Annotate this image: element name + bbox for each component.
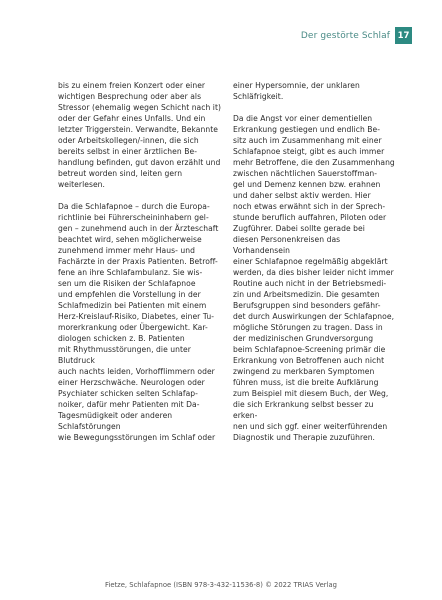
page-footer: Fietze, Schlafapnoe (ISBN 978-3-432-11536-8) © 2022 TRIAS Verlag <box>105 581 337 589</box>
right-column <box>233 80 397 454</box>
running-title: Der gestörte Schlaf <box>300 31 390 41</box>
left-column <box>58 80 222 454</box>
page-number-badge: 17 <box>395 27 412 44</box>
right-paragraph-1: einer Hypersomnie, der unklaren Schläfrigkeit. <box>233 81 360 101</box>
left-paragraph-1: bis zu einem freien Konzert oder einer wichtigen Besprechung oder aber als Stressor (ehemalig wegen Schicht nach it) oder der Gefahr eines Unfalls. Und ein letzter Triggerstein. Verwandte, Bekannte oder Arbeitskollegen/-innen, die sich bereits selbst in einer ärztlichen Be- handlung befinden, gut davon erzählt und betreut worden sind, leiten gern weiterlesen. <box>58 81 222 189</box>
left-paragraph-2: Da die Schlafapnoe – durch die Europa- richtlinie bei Führerscheininhabern gel- gen – zunehmend auch in der Ärzteschaft beachtet wird, sehen möglicherweise zunehmend immer mehr Haus- und Fachärzte in der Praxis Patienten. Betroff- fene an ihre Schlafambulanz. Sie wis- sen um die Risiken der Schlafapnoe und empfehlen die Vorstellung in der Schlafmedizin bei Patienten mit einem Herz-Kreislauf-Risiko, Diabetes, einer Tu- morerkrankung oder Übergewicht. Kar- diologen schicken z. B. Patienten mit Rhythmusstörungen, die unter Blutdruck auch nachts leiden, Vorhofflimmern oder einer Herzschwäche. Neurologen oder Psychiater schicken selten Schlafap- noiker, dafür mehr Patienten mit Da- Tagesmüdigkeit oder anderen Schlafstörungen wie Bewegungsstörungen im Schlaf oder <box>58 202 219 442</box>
right-paragraph-2: Da die Angst vor einer dementiellen Erkrankung gestiegen und endlich Be- sitz auch im Zusammenhang mit einer Schlafapnoe steigt, gibt es auch immer mehr Betroffene, die den Zusammenhang zwischen nächtlichen Sauerstoffman- gel und Demenz kennen bzw. erahnen und daher selbst aktiv werden. Hier noch etwas erwähnt sich in der Sprech- stunde beruflich auffahren, Piloten oder Zugführer. Dabei sollte gerade bei diesen Personenkreisen das Vorhandensein einer Schlafapnoe regelmäßig abgeklärt werden, da dies bisher leider nicht immer Routine auch nicht in der Betriebsmedi- zin und Arbeitsmedizin. Die gesamten Berufsgruppen sind besonders gefähr- det durch Auswirkungen der Schlafapnoe, mögliche Störungen zu tragen. Dass in der medizinischen Grundversorgung beim Schlafapnoe-Screening primär die Erkrankung von Betroffenen auch nicht zwingend zu merkbaren Symptomen führen muss, ist die breite Aufklärung zum Beispiel mit diesem Buch, der Weg, die sich Erkrankung selbst besser zu erken- nen und sich ggf. einer weiterführenden Diagnostik und Therapie zuzuführen. <box>233 114 395 442</box>
